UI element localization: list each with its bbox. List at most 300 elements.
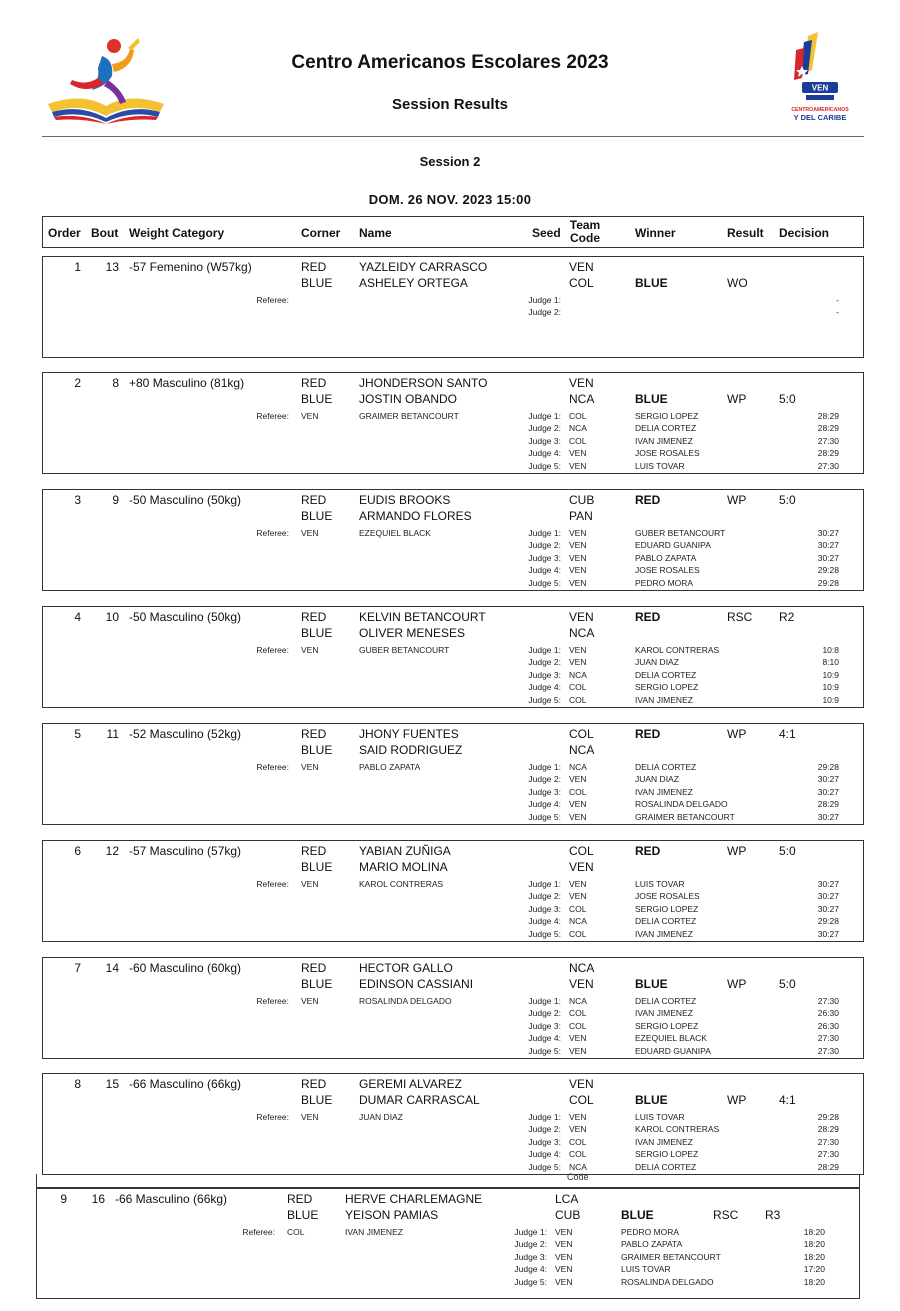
judge-score: 10:9: [822, 694, 839, 705]
corner-blue: BLUE: [301, 977, 333, 991]
judge-name: IVAN JIMENEZ: [635, 1008, 693, 1019]
svg-text:CENTROAMERICANOS: CENTROAMERICANOS: [791, 107, 849, 113]
decision: 4:1: [779, 727, 796, 741]
judge-name: ROSALINDA DELGADO: [635, 799, 728, 810]
judge-name: GRAIMER BETANCOURT: [621, 1251, 721, 1262]
judge-name: KAROL CONTRERAS: [635, 645, 720, 655]
judge-name: LUIS TOVAR: [635, 1112, 685, 1122]
judge-nat: COL: [569, 1020, 587, 1031]
judge-name: LUIS TOVAR: [635, 879, 685, 889]
judge-label: Judge 2:: [514, 1239, 547, 1250]
referee-nat: VEN: [301, 879, 319, 889]
referee-name: ROSALINDA DELGADO: [359, 996, 452, 1006]
judge-nat: COL: [569, 928, 587, 939]
judge-label: Judge 3:: [514, 1251, 547, 1262]
corner-red: RED: [301, 610, 327, 624]
decision: 5:0: [779, 392, 796, 406]
judge-nat: VEN: [555, 1239, 573, 1250]
judge-label: Judge 5:: [528, 811, 561, 822]
venezuela-games-logo: [778, 30, 860, 130]
referee-name: GRAIMER BETANCOURT: [359, 411, 459, 421]
red-boxer-name: HECTOR GALLO: [359, 961, 453, 975]
header-divider: [42, 136, 864, 137]
weight-category: -57 Masculino (57kg): [129, 844, 242, 858]
judge-score: 28:29: [817, 448, 839, 459]
col-winner: Winner: [635, 226, 676, 240]
referee-name: KAROL CONTRERAS: [359, 879, 444, 889]
bout-number: 12: [105, 844, 119, 858]
judge-label: Judge 3:: [528, 903, 561, 914]
bout-number: 9: [112, 493, 119, 507]
judge-label: Judge 2:: [528, 540, 561, 551]
judge-nat: COL: [569, 411, 587, 421]
judge-nat: COL: [569, 903, 587, 914]
judge-nat: COL: [569, 694, 587, 705]
judge-nat: VEN: [569, 1033, 587, 1044]
judge-nat: VEN: [569, 891, 587, 902]
referee-name: IVAN JIMENEZ: [345, 1227, 403, 1237]
col-order: Order: [48, 226, 81, 240]
referee-label: Referee:: [242, 1227, 275, 1237]
bout-row: [42, 606, 864, 708]
judge-nat: NCA: [569, 1161, 587, 1172]
judge-label: Judge 2:: [528, 657, 561, 668]
judge-nat: VEN: [569, 540, 587, 551]
bout-order: 5: [74, 727, 81, 741]
corner-blue: BLUE: [301, 509, 333, 523]
red-boxer-name: YAZLEIDY CARRASCO: [359, 260, 488, 274]
decision: R3: [765, 1208, 781, 1222]
col-seed: Seed: [532, 226, 561, 240]
bout-row: [36, 1188, 860, 1299]
weight-category: -52 Masculino (52kg): [129, 727, 242, 741]
winner: RED: [635, 610, 661, 624]
referee-label: Referee:: [256, 645, 289, 655]
judge-name: EZEQUIEL BLACK: [635, 1033, 707, 1044]
judge-score: 29:28: [817, 762, 839, 772]
judge-label: Judge 4:: [528, 682, 561, 693]
bout-row: [42, 1073, 864, 1175]
red-boxer-name: JHONY FUENTES: [359, 727, 459, 741]
judge-score: 30:27: [817, 528, 839, 538]
bout-row: [42, 957, 864, 1059]
bout-number: 8: [112, 376, 119, 390]
judge-name: SERGIO LOPEZ: [635, 411, 699, 421]
judge-nat: VEN: [569, 577, 587, 588]
referee-label: Referee:: [256, 1112, 289, 1122]
judge-score: 18:20: [803, 1251, 825, 1262]
judge-label: Judge 4:: [528, 1149, 561, 1160]
corner-red: RED: [301, 961, 327, 975]
svg-text:Y DEL CARIBE: Y DEL CARIBE: [793, 113, 847, 122]
judge-name: PABLO ZAPATA: [621, 1239, 683, 1250]
judge-label: Judge 1:: [528, 996, 561, 1006]
corner-blue: BLUE: [287, 1208, 319, 1222]
col-bout: Bout: [91, 226, 119, 240]
judge-name: JUAN DIAZ: [635, 657, 679, 668]
red-boxer-name: KELVIN BETANCOURT: [359, 610, 486, 624]
judge-nat: NCA: [569, 423, 587, 434]
judge-name: IVAN JIMENEZ: [635, 694, 693, 705]
judge-name: GRAIMER BETANCOURT: [635, 811, 735, 822]
judge-score: 27:30: [817, 1045, 839, 1056]
bout-order: 1: [74, 260, 81, 274]
decision: 4:1: [779, 1093, 796, 1107]
judge-score: 27:30: [817, 460, 839, 471]
referee-label: Referee:: [256, 762, 289, 772]
judge-score: 29:28: [817, 577, 839, 588]
judge-score: 27:30: [817, 1149, 839, 1160]
judge-name: JOSE ROSALES: [635, 891, 700, 902]
result: WP: [727, 392, 747, 406]
judge-name: PABLO ZAPATA: [635, 552, 697, 563]
red-boxer-name: GEREMI ALVAREZ: [359, 1077, 462, 1091]
judge-score: 17:20: [803, 1264, 825, 1275]
red-team-code: LCA: [555, 1192, 579, 1206]
corner-red: RED: [301, 493, 327, 507]
blue-boxer-name: EDINSON CASSIANI: [359, 977, 474, 991]
judge-name: DELIA CORTEZ: [635, 669, 697, 680]
judge-label: Judge 5:: [528, 694, 561, 705]
judge-name: EDUARD GUANIPA: [635, 1045, 711, 1056]
judge-nat: VEN: [569, 774, 587, 785]
referee-name: JUAN DIAZ: [359, 1112, 403, 1122]
blue-boxer-name: ASHELEY ORTEGA: [359, 276, 468, 290]
judge-score: 26:30: [817, 1020, 839, 1031]
judge-label: Judge 4:: [528, 448, 561, 459]
decision: 5:0: [779, 977, 796, 991]
judge-label: Judge 1:: [528, 762, 561, 772]
col-team-code: Team Code: [569, 218, 601, 245]
judge-name: EDUARD GUANIPA: [635, 540, 711, 551]
judge-score: 18:20: [803, 1239, 825, 1250]
judge-label: Judge 2:: [528, 307, 561, 318]
judge-score: 30:27: [817, 811, 839, 822]
judge-label: Judge 4:: [514, 1264, 547, 1275]
blue-team-code: VEN: [569, 860, 594, 874]
bout-row: [42, 372, 864, 474]
judge-label: Judge 2:: [528, 774, 561, 785]
red-team-code: VEN: [569, 1077, 594, 1091]
referee-name: EZEQUIEL BLACK: [359, 528, 431, 538]
judge-nat: NCA: [569, 996, 587, 1006]
red-team-code: NCA: [569, 961, 595, 975]
decision: 5:0: [779, 493, 796, 507]
corner-red: RED: [301, 260, 327, 274]
judge-name: SERGIO LOPEZ: [635, 903, 699, 914]
page-header: [0, 0, 900, 140]
referee-nat: VEN: [301, 762, 319, 772]
referee-nat: VEN: [301, 645, 319, 655]
judge-score: -: [836, 295, 839, 305]
judge-name: DELIA CORTEZ: [635, 916, 697, 927]
corner-blue: BLUE: [301, 860, 333, 874]
referee-name: PABLO ZAPATA: [359, 762, 421, 772]
weight-category: -50 Masculino (50kg): [129, 610, 242, 624]
judge-score: 28:29: [817, 799, 839, 810]
bout-number: 15: [105, 1077, 119, 1091]
weight-category: -60 Masculino (60kg): [129, 961, 242, 975]
referee-label: Referee:: [256, 996, 289, 1006]
result: WP: [727, 493, 747, 507]
corner-red: RED: [301, 727, 327, 741]
judge-label: Judge 1:: [514, 1227, 547, 1237]
judge-score: 28:29: [817, 1161, 839, 1172]
document-subtitle: Session Results: [392, 96, 508, 113]
judge-nat: NCA: [569, 916, 587, 927]
judge-score: 29:28: [817, 916, 839, 927]
col-result: Result: [727, 226, 764, 240]
judge-label: Judge 2:: [528, 423, 561, 434]
judge-name: DELIA CORTEZ: [635, 1161, 697, 1172]
bout-number: 10: [105, 610, 119, 624]
referee-label: Referee:: [256, 879, 289, 889]
blue-boxer-name: YEISON PAMIAS: [345, 1208, 439, 1222]
judge-score: 30:27: [817, 786, 839, 797]
referee-label: Referee:: [256, 295, 289, 305]
judge-name: PEDRO MORA: [621, 1227, 680, 1237]
result: WO: [727, 276, 748, 290]
judge-label: Judge 2:: [528, 891, 561, 902]
decision: R2: [779, 610, 795, 624]
corner-blue: BLUE: [301, 392, 333, 406]
bout-order: 3: [74, 493, 81, 507]
judge-nat: VEN: [555, 1227, 573, 1237]
weight-category: -57 Femenino (W57kg): [129, 260, 252, 274]
judge-score: 30:27: [817, 928, 839, 939]
judge-label: Judge 1:: [528, 295, 561, 305]
result: RSC: [713, 1208, 739, 1222]
bout-order: 9: [60, 1192, 67, 1206]
blue-boxer-name: ARMANDO FLORES: [359, 509, 472, 523]
col-weight: Weight Category: [129, 226, 225, 240]
decision: 5:0: [779, 844, 796, 858]
judge-label: Judge 1:: [528, 879, 561, 889]
judge-label: Judge 4:: [528, 916, 561, 927]
winner: RED: [635, 493, 661, 507]
corner-red: RED: [301, 844, 327, 858]
blue-boxer-name: MARIO MOLINA: [359, 860, 448, 874]
referee-nat: VEN: [301, 1112, 319, 1122]
judge-label: Judge 1:: [528, 528, 561, 538]
red-team-code: COL: [569, 844, 594, 858]
judge-nat: COL: [569, 682, 587, 693]
bout-number: 14: [105, 961, 119, 975]
winner: BLUE: [635, 392, 668, 406]
red-team-code: VEN: [569, 376, 594, 390]
judge-score: 28:29: [817, 411, 839, 421]
winner: BLUE: [635, 977, 668, 991]
red-boxer-name: JHONDERSON SANTO: [359, 376, 488, 390]
bout-order: 8: [74, 1077, 81, 1091]
result: RSC: [727, 610, 753, 624]
svg-text:VEN: VEN: [811, 83, 829, 93]
blue-team-code: NCA: [569, 626, 595, 640]
judge-nat: COL: [569, 1136, 587, 1147]
judge-label: Judge 3:: [528, 669, 561, 680]
judge-label: Judge 4:: [528, 1033, 561, 1044]
judge-label: Judge 1:: [528, 645, 561, 655]
judge-name: IVAN JIMENEZ: [635, 1136, 693, 1147]
blue-team-code: CUB: [555, 1208, 581, 1222]
blue-boxer-name: SAID RODRIGUEZ: [359, 743, 463, 757]
corner-blue: BLUE: [301, 626, 333, 640]
blue-team-code: NCA: [569, 743, 595, 757]
judge-name: LUIS TOVAR: [621, 1264, 671, 1275]
red-team-code: COL: [569, 727, 594, 741]
judge-label: Judge 1:: [528, 1112, 561, 1122]
col-decision: Decision: [779, 226, 830, 240]
blue-team-code: VEN: [569, 977, 594, 991]
judge-nat: VEN: [569, 1124, 587, 1135]
judge-label: Judge 5:: [528, 460, 561, 471]
referee-nat: VEN: [301, 528, 319, 538]
judge-label: Judge 5:: [528, 577, 561, 588]
referee-name: GUBER BETANCOURT: [359, 645, 450, 655]
winner: BLUE: [635, 1093, 668, 1107]
red-team-code: VEN: [569, 260, 594, 274]
winner: RED: [635, 727, 661, 741]
judge-nat: VEN: [555, 1264, 573, 1275]
judge-name: SERGIO LOPEZ: [635, 1020, 699, 1031]
judge-score: 30:27: [817, 774, 839, 785]
judge-label: Judge 2:: [528, 1008, 561, 1019]
judge-label: Judge 5:: [514, 1276, 547, 1287]
weight-category: -66 Masculino (66kg): [129, 1077, 242, 1091]
result: WP: [727, 844, 747, 858]
judge-nat: NCA: [569, 762, 587, 772]
judge-nat: COL: [569, 786, 587, 797]
judge-score: 10:8: [822, 645, 839, 655]
judge-nat: VEN: [569, 528, 587, 538]
session-date: DOM. 26 NOV. 2023 15:00: [368, 192, 532, 207]
blue-team-code: COL: [569, 1093, 594, 1107]
judge-name: DELIA CORTEZ: [635, 762, 697, 772]
bout-row: [42, 723, 864, 825]
judge-name: PEDRO MORA: [635, 577, 694, 588]
judge-name: IVAN JIMENEZ: [635, 435, 693, 446]
judge-nat: VEN: [555, 1276, 573, 1287]
judge-nat: VEN: [569, 645, 587, 655]
judge-nat: VEN: [555, 1251, 573, 1262]
judge-score: 29:28: [817, 1112, 839, 1122]
judge-name: ROSALINDA DELGADO: [621, 1276, 714, 1287]
bout-row: [42, 256, 864, 358]
judge-score: 29:28: [817, 565, 839, 576]
winner: BLUE: [621, 1208, 654, 1222]
result: WP: [727, 727, 747, 741]
judge-label: Judge 5:: [528, 928, 561, 939]
judge-name: IVAN JIMENEZ: [635, 928, 693, 939]
judge-score: 10:9: [822, 669, 839, 680]
judge-score: 28:29: [817, 1124, 839, 1135]
judge-label: Judge 5:: [528, 1045, 561, 1056]
judge-name: GUBER BETANCOURT: [635, 528, 726, 538]
judge-score: 30:27: [817, 540, 839, 551]
judge-label: Judge 2:: [528, 1124, 561, 1135]
judge-label: Judge 3:: [528, 435, 561, 446]
col-corner: Corner: [301, 226, 341, 240]
bout-row: [42, 489, 864, 591]
judge-label: Judge 3:: [528, 786, 561, 797]
referee-nat: VEN: [301, 996, 319, 1006]
judge-score: 10:9: [822, 682, 839, 693]
bout-number: 11: [106, 727, 119, 741]
judge-name: JUAN DIAZ: [635, 774, 679, 785]
judge-score: 30:27: [817, 891, 839, 902]
bout-order: 7: [74, 961, 81, 975]
judge-score: 18:20: [803, 1227, 825, 1237]
winner: BLUE: [635, 276, 668, 290]
blue-boxer-name: DUMAR CARRASCAL: [359, 1093, 480, 1107]
document-title: Centro Americanos Escolares 2023: [291, 52, 609, 73]
referee-nat: VEN: [301, 411, 319, 421]
judge-nat: COL: [569, 1149, 587, 1160]
corner-red: RED: [287, 1192, 313, 1206]
judge-nat: VEN: [569, 552, 587, 563]
judge-score: 27:30: [817, 996, 839, 1006]
judge-name: DELIA CORTEZ: [635, 996, 697, 1006]
judge-name: KAROL CONTRERAS: [635, 1124, 720, 1135]
corner-red: RED: [301, 1077, 327, 1091]
judge-nat: NCA: [569, 669, 587, 680]
bout-row: [42, 840, 864, 942]
judge-nat: COL: [569, 435, 587, 446]
judge-nat: VEN: [569, 811, 587, 822]
weight-category: -50 Masculino (50kg): [129, 493, 242, 507]
red-boxer-name: EUDIS BROOKS: [359, 493, 451, 507]
judge-score: 8:10: [822, 657, 839, 668]
bout-number: 16: [91, 1192, 105, 1206]
red-team-code: CUB: [569, 493, 595, 507]
judge-name: LUIS TOVAR: [635, 460, 685, 471]
winner: RED: [635, 844, 661, 858]
judge-nat: VEN: [569, 448, 587, 459]
judge-label: Judge 5:: [528, 1161, 561, 1172]
judge-label: Judge 4:: [528, 799, 561, 810]
referee-label: Referee:: [256, 528, 289, 538]
col-name: Name: [359, 226, 392, 240]
corner-blue: BLUE: [301, 1093, 333, 1107]
weight-category: +80 Masculino (81kg): [129, 376, 245, 390]
judge-name: SERGIO LOPEZ: [635, 682, 699, 693]
judge-score: 30:27: [817, 879, 839, 889]
red-boxer-name: HERVE CHARLEMAGNE: [345, 1192, 483, 1206]
judge-name: DELIA CORTEZ: [635, 423, 697, 434]
judge-score: 26:30: [817, 1008, 839, 1019]
blue-team-code: COL: [569, 276, 594, 290]
judge-nat: VEN: [569, 460, 587, 471]
judge-score: -: [836, 307, 839, 318]
referee-label: Referee:: [256, 411, 289, 421]
corner-red: RED: [301, 376, 327, 390]
red-boxer-name: YABIAN ZUÑIGA: [359, 844, 451, 858]
result: WP: [727, 977, 747, 991]
judge-label: Judge 3:: [528, 1020, 561, 1031]
judge-nat: COL: [569, 1008, 587, 1019]
weight-category: -66 Masculino (66kg): [115, 1192, 228, 1206]
result: WP: [727, 1093, 747, 1107]
judge-name: SERGIO LOPEZ: [635, 1149, 699, 1160]
blue-team-code: NCA: [569, 392, 595, 406]
judge-label: Judge 4:: [528, 565, 561, 576]
judge-score: 27:30: [817, 435, 839, 446]
judge-score: 30:27: [817, 903, 839, 914]
judge-nat: VEN: [569, 657, 587, 668]
judge-nat: VEN: [569, 565, 587, 576]
corner-blue: BLUE: [301, 743, 333, 757]
judge-score: 30:27: [817, 552, 839, 563]
